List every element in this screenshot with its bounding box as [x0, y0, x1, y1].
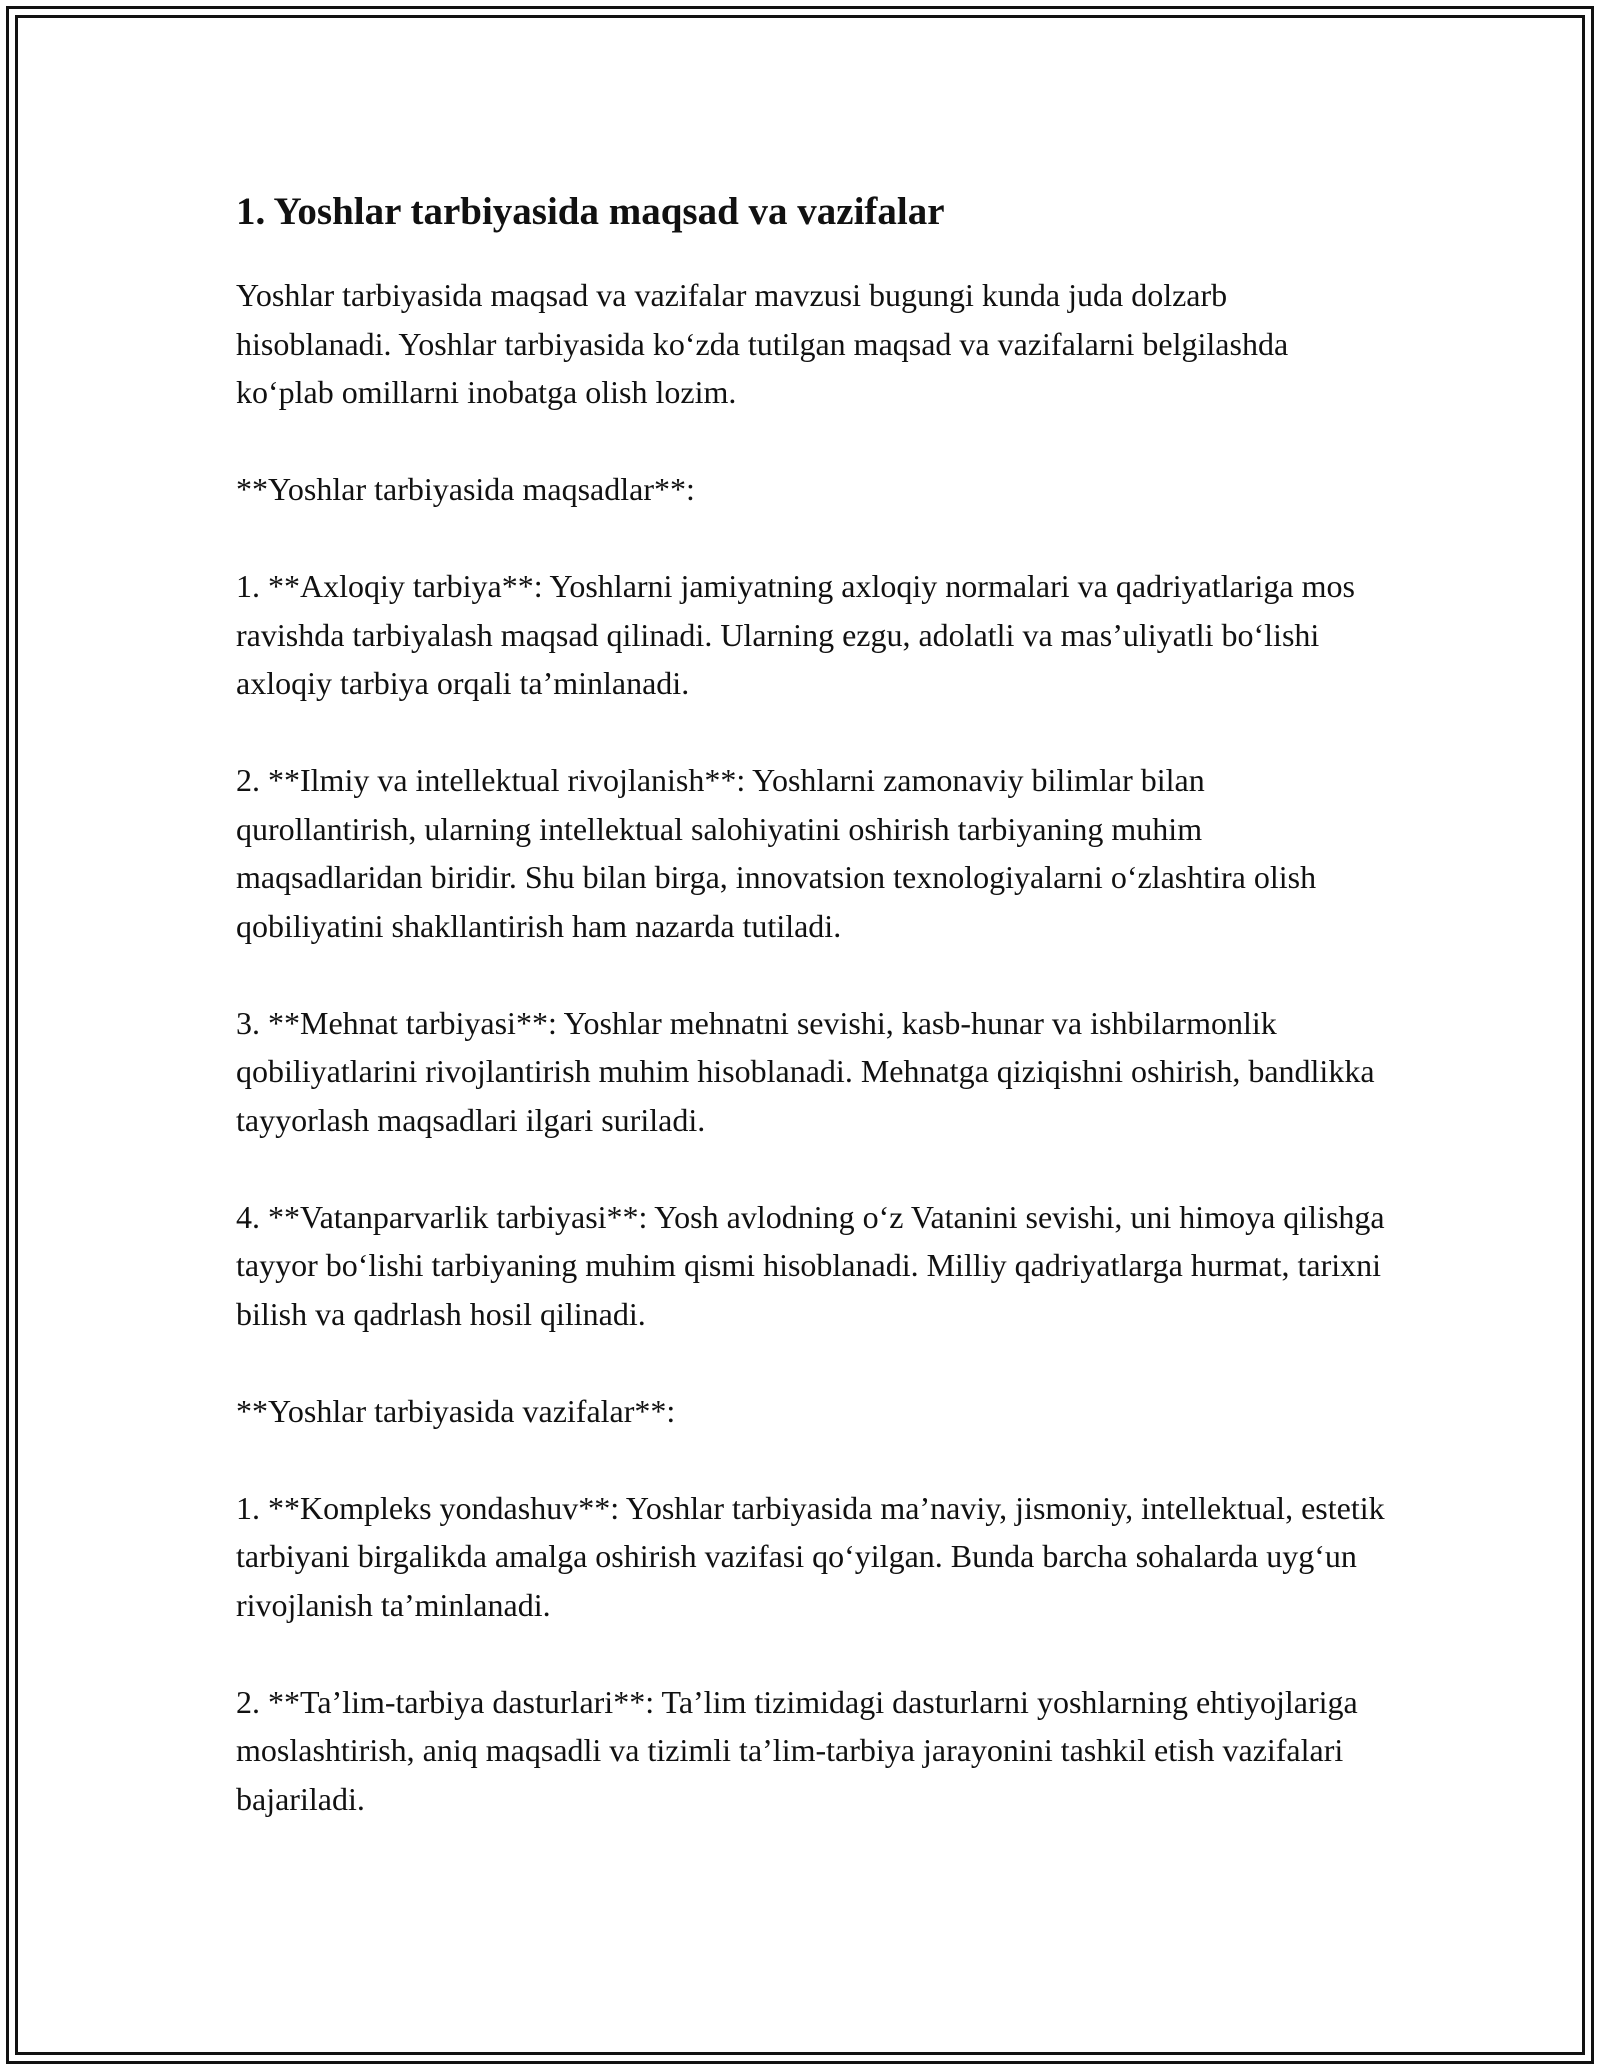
tasks-heading: **Yoshlar tarbiyasida vazifalar**: [236, 1392, 676, 1429]
task-item-complex-approach: 1. **Kompleks yondashuv**: Yoshlar tarbiyasida maʼnaviy, jismoniy, intellektual, estetik tarbiyani birgalikda amalga oshirish vazifasi qoʻyilgan. Bunda barcha sohalarda uygʻun rivojlanish taʼminlanadi. [236, 1489, 1385, 1623]
document-title: 1. Yoshlar tarbiyasida maqsad va vazifalar [236, 190, 945, 233]
goal-item-patriotism: 4. **Vatanparvarlik tarbiyasi**: Yosh avlodning oʻz Vatanini sevishi, uni himoya qilishga tayyor boʻlishi tarbiyaning muhim qismi hisoblanadi. Milliy qadriyatlarga hurmat, tarixni bilish va qadrlash hosil qilinadi. [236, 1198, 1385, 1332]
document-body [236, 185, 1386, 1823]
goal-item-labor: 3. **Mehnat tarbiyasi**: Yoshlar mehnatni sevishi, kasb-hunar va ishbilarmonlik qobiliyatlarini rivojlantirish muhim hisoblanadi. Mehnatga qiziqishni oshirish, bandlikka tayyorlash maqsadlari ilgari suriladi. [236, 1004, 1375, 1138]
goal-item-intellectual: 2. **Ilmiy va intellektual rivojlanish**: Yoshlarni zamonaviy bilimlar bilan qurollantirish, ularning intellektual salohiyatini oshirish tarbiyaning muhim maqsadlaridan biridir. Shu bilan birga, innovatsion texnologiyalarni oʻzlashtira olish qobiliyatini shakllantirish ham nazarda tutiladi. [236, 762, 1317, 944]
goal-item-moral: 1. **Axloqiy tarbiya**: Yoshlarni jamiyatning axloqiy normalari va qadriyatlariga mos ravishda tarbiyalash maqsad qilinadi. Ularning ezgu, adolatli va masʼuliyatli boʻlishi axloqiy tarbiya orqali taʼminlanadi. [236, 568, 1355, 701]
goals-heading: **Yoshlar tarbiyasida maqsadlar**: [236, 471, 695, 507]
task-item-education-programs: 2. **Taʼlim-tarbiya dasturlari**: Taʼlim tizimidagi dasturlarni yoshlarning ehtiyojlariga moslashtirish, aniq maqsadli va tizimli taʼlim-tarbiya jarayonini tashkil etish vazifalari bajariladi. [236, 1683, 1358, 1817]
intro-paragraph: Yoshlar tarbiyasida maqsad va vazifalar mavzusi bugungi kunda juda dolzarb hisoblanadi. Yoshlar tarbiyasida koʻzda tutilgan maqsad va vazifalarni belgilashda koʻplab omillarni inobatga olish lozim. [236, 277, 1289, 410]
